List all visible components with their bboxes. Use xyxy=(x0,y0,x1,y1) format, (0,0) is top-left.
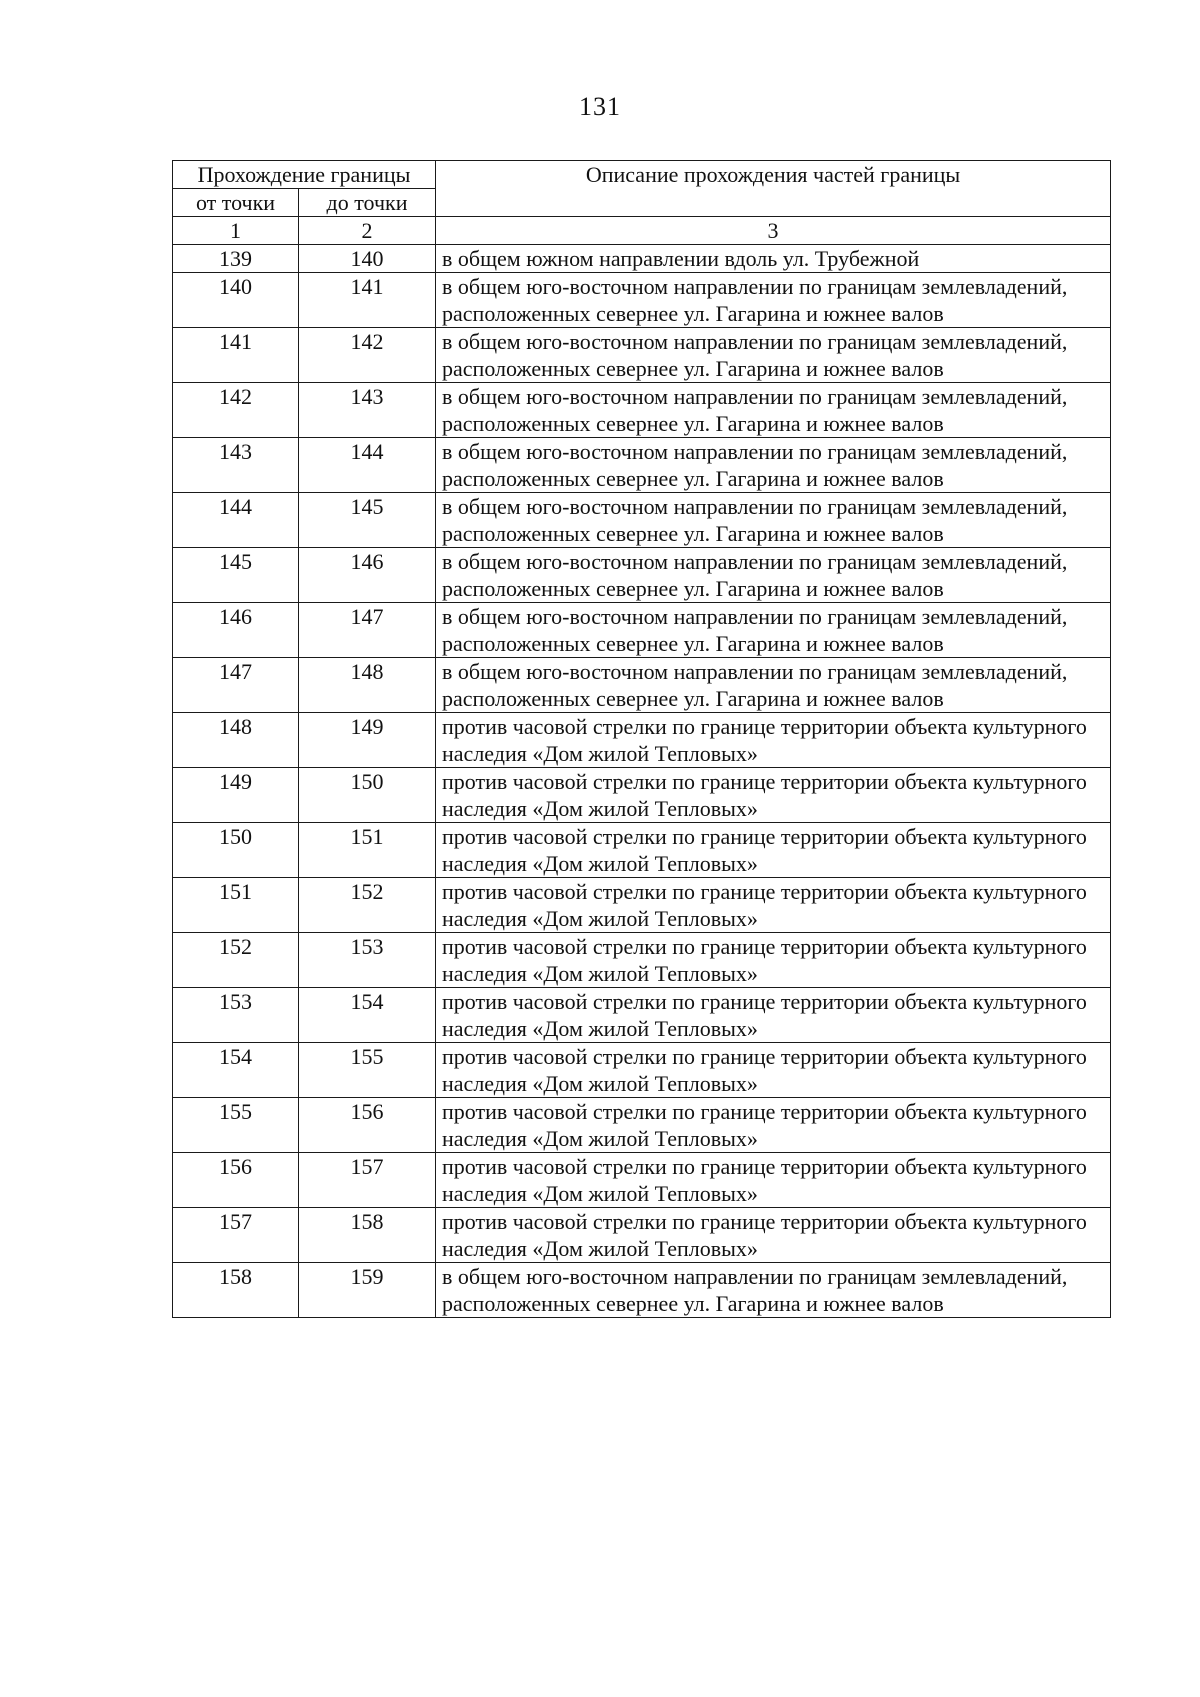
table-row xyxy=(173,1153,1111,1208)
to-point-cell: 151 xyxy=(299,823,436,878)
table-row xyxy=(173,933,1111,988)
description-cell: в общем юго-восточном направлении по границам землевладений, расположенных севернее ул. Гагарина и южнее валов xyxy=(436,273,1111,328)
from-point-cell: 154 xyxy=(173,1043,299,1098)
from-point-cell: 157 xyxy=(173,1208,299,1263)
description-cell: в общем юго-восточном направлении по границам землевладений, расположенных севернее ул. Гагарина и южнее валов xyxy=(436,548,1111,603)
from-point-cell: 147 xyxy=(173,658,299,713)
to-point-cell: 143 xyxy=(299,383,436,438)
to-point-cell: 157 xyxy=(299,1153,436,1208)
table-row xyxy=(173,1098,1111,1153)
to-point-cell: 144 xyxy=(299,438,436,493)
from-point-cell: 149 xyxy=(173,768,299,823)
table-header xyxy=(173,161,1111,245)
description-cell: в общем юго-восточном направлении по границам землевладений, расположенных севернее ул. Гагарина и южнее валов xyxy=(436,658,1111,713)
table-row xyxy=(173,603,1111,658)
from-point-cell: 143 xyxy=(173,438,299,493)
from-point-cell: 151 xyxy=(173,878,299,933)
table-row xyxy=(173,438,1111,493)
page-number: 131 xyxy=(579,92,621,121)
from-point-cell: 139 xyxy=(173,245,299,273)
table-row xyxy=(173,1043,1111,1098)
to-point-cell: 149 xyxy=(299,713,436,768)
description-cell: против часовой стрелки по границе территории объекта культурного наследия «Дом жилой Тепловых» xyxy=(436,878,1111,933)
to-point-cell: 158 xyxy=(299,1208,436,1263)
from-point-cell: 140 xyxy=(173,273,299,328)
description-cell: против часовой стрелки по границе территории объекта культурного наследия «Дом жилой Тепловых» xyxy=(436,933,1111,988)
from-point-cell: 146 xyxy=(173,603,299,658)
column-number: 1 xyxy=(173,217,299,245)
from-point-cell: 144 xyxy=(173,493,299,548)
from-point-cell: 150 xyxy=(173,823,299,878)
from-point-cell: 148 xyxy=(173,713,299,768)
to-point-cell: 140 xyxy=(299,245,436,273)
column-number: 3 xyxy=(436,217,1111,245)
table-row xyxy=(173,273,1111,328)
description-cell: в общем юго-восточном направлении по границам землевладений, расположенных севернее ул. Гагарина и южнее валов xyxy=(436,603,1111,658)
from-point-cell: 145 xyxy=(173,548,299,603)
description-cell: против часовой стрелки по границе территории объекта культурного наследия «Дом жилой Тепловых» xyxy=(436,713,1111,768)
from-point-cell: 153 xyxy=(173,988,299,1043)
description-cell: в общем юго-восточном направлении по границам землевладений, расположенных севернее ул. Гагарина и южнее валов xyxy=(436,493,1111,548)
to-point-cell: 146 xyxy=(299,548,436,603)
from-point-cell: 158 xyxy=(173,1263,299,1318)
to-point-cell: 153 xyxy=(299,933,436,988)
table-row xyxy=(173,383,1111,438)
description-cell: против часовой стрелки по границе территории объекта культурного наследия «Дом жилой Тепловых» xyxy=(436,823,1111,878)
from-point-cell: 141 xyxy=(173,328,299,383)
to-point-cell: 142 xyxy=(299,328,436,383)
to-point-cell: 148 xyxy=(299,658,436,713)
table-row xyxy=(173,328,1111,383)
from-point-cell: 155 xyxy=(173,1098,299,1153)
header-description: Описание прохождения частей границы xyxy=(436,161,1111,217)
to-point-cell: 155 xyxy=(299,1043,436,1098)
table-row xyxy=(173,713,1111,768)
table-row xyxy=(173,1263,1111,1318)
description-cell: против часовой стрелки по границе территории объекта культурного наследия «Дом жилой Тепловых» xyxy=(436,1208,1111,1263)
header-to-point: до точки xyxy=(299,189,436,217)
description-cell: против часовой стрелки по границе территории объекта культурного наследия «Дом жилой Тепловых» xyxy=(436,1043,1111,1098)
description-cell: в общем юго-восточном направлении по границам землевладений, расположенных севернее ул. Гагарина и южнее валов xyxy=(436,1263,1111,1318)
description-cell: против часовой стрелки по границе территории объекта культурного наследия «Дом жилой Тепловых» xyxy=(436,1098,1111,1153)
description-cell: против часовой стрелки по границе территории объекта культурного наследия «Дом жилой Тепловых» xyxy=(436,768,1111,823)
description-cell: против часовой стрелки по границе территории объекта культурного наследия «Дом жилой Тепловых» xyxy=(436,988,1111,1043)
to-point-cell: 150 xyxy=(299,768,436,823)
to-point-cell: 159 xyxy=(299,1263,436,1318)
table-row xyxy=(173,548,1111,603)
table-row xyxy=(173,245,1111,273)
table-body xyxy=(173,245,1111,1318)
from-point-cell: 142 xyxy=(173,383,299,438)
header-from-point: от точки xyxy=(173,189,299,217)
description-cell: в общем юго-восточном направлении по границам землевладений, расположенных севернее ул. Гагарина и южнее валов xyxy=(436,328,1111,383)
from-point-cell: 156 xyxy=(173,1153,299,1208)
to-point-cell: 141 xyxy=(299,273,436,328)
table-row xyxy=(173,878,1111,933)
description-cell: в общем юго-восточном направлении по границам землевладений, расположенных севернее ул. Гагарина и южнее валов xyxy=(436,438,1111,493)
to-point-cell: 156 xyxy=(299,1098,436,1153)
table-row xyxy=(173,658,1111,713)
to-point-cell: 152 xyxy=(299,878,436,933)
boundary-table xyxy=(172,160,1111,1318)
from-point-cell: 152 xyxy=(173,933,299,988)
column-number: 2 xyxy=(299,217,436,245)
table-row xyxy=(173,823,1111,878)
table-row xyxy=(173,768,1111,823)
description-cell: в общем южном направлении вдоль ул. Трубежной xyxy=(436,245,1111,273)
table-row xyxy=(173,1208,1111,1263)
to-point-cell: 147 xyxy=(299,603,436,658)
column-numbering-row xyxy=(173,217,1111,245)
description-cell: в общем юго-восточном направлении по границам землевладений, расположенных севернее ул. Гагарина и южнее валов xyxy=(436,383,1111,438)
to-point-cell: 145 xyxy=(299,493,436,548)
description-cell: против часовой стрелки по границе территории объекта культурного наследия «Дом жилой Тепловых» xyxy=(436,1153,1111,1208)
to-point-cell: 154 xyxy=(299,988,436,1043)
table-row xyxy=(173,988,1111,1043)
header-boundary-passage: Прохождение границы xyxy=(173,161,436,189)
table-row xyxy=(173,493,1111,548)
